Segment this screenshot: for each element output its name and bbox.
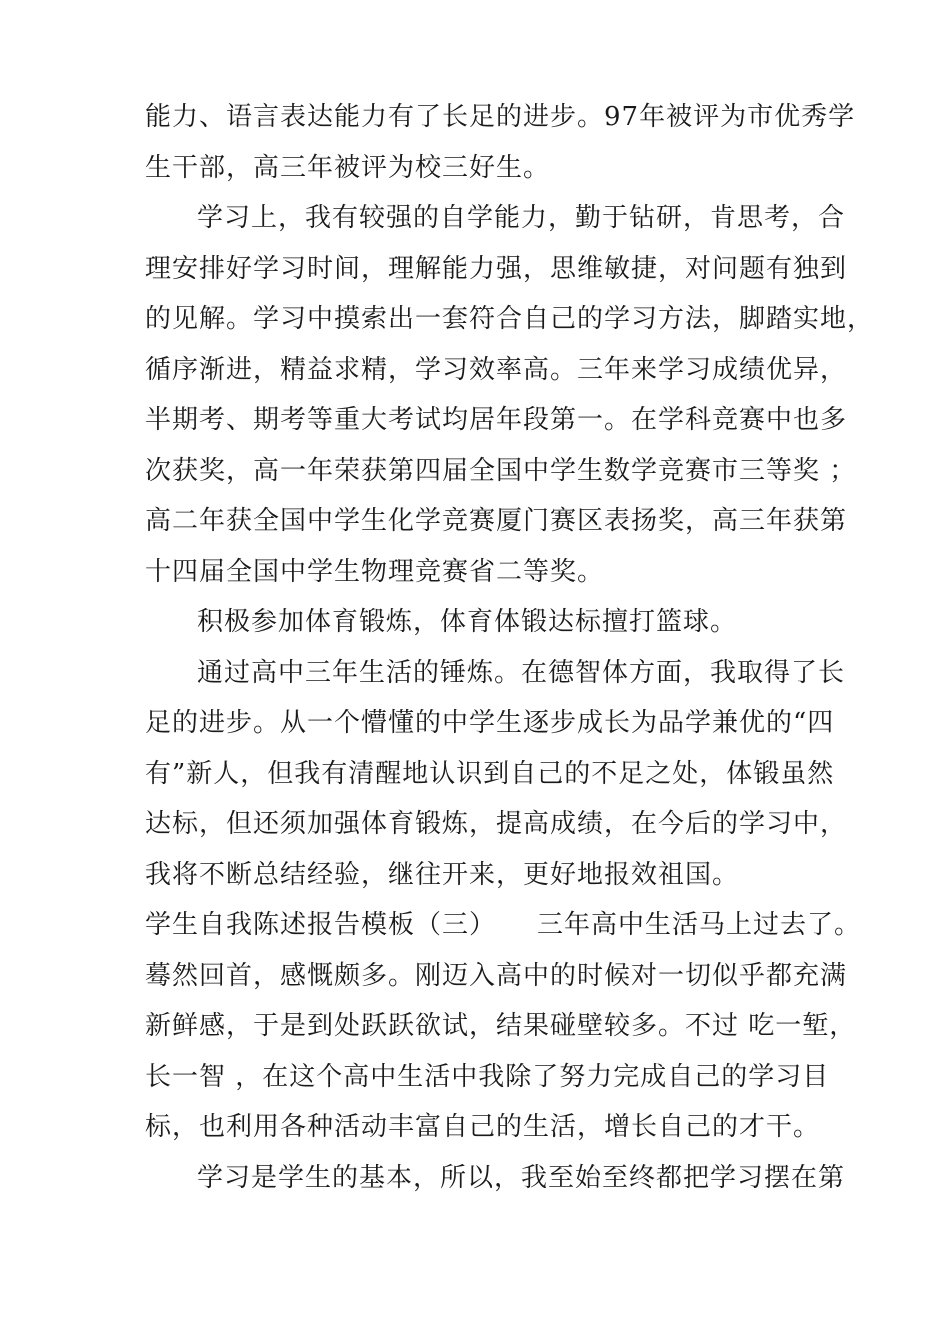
text-line: 足的进步。从一个懵懂的中学生逐步成长为品学兼优的“四 bbox=[145, 708, 835, 738]
text-line: 有”新人，但我有清醒地认识到自己的不足之处，体锻虽然 bbox=[145, 758, 835, 789]
text-line: 长一智 ，在这个高中生活中我除了努力完成自己的学习目 bbox=[145, 1061, 830, 1092]
text-line: 学习是学生的基本，所以，我至始至终都把学习摆在第 bbox=[197, 1162, 846, 1193]
text-line: 的见解。学习中摸索出一套符合自己的学习方法，脚踏实地， bbox=[145, 304, 875, 334]
text-line: 十四届全国中学生物理竞赛省二等奖。 bbox=[145, 556, 605, 587]
document-body bbox=[145, 92, 875, 1203]
text-line: 次获奖，高一年荣获第四届全国中学生数学竞赛市三等奖 ； bbox=[145, 455, 857, 486]
text-line: 达标，但还须加强体育锻炼，提高成绩，在今后的学习中， bbox=[145, 809, 848, 839]
text-line: 通过高中三年生活的锤炼。在德智体方面，我取得了长 bbox=[197, 657, 846, 688]
text-line: 我将不断总结经验，继往开来，更好地报效祖国。 bbox=[145, 859, 740, 890]
text-line: 理安排好学习时间，理解能力强，思维敏捷，对问题有独到 bbox=[145, 253, 848, 284]
text-line: 高二年获全国中学生化学竞赛厦门赛区表扬奖，高三年获第 bbox=[145, 506, 848, 536]
text-line: 循序渐进，精益求精，学习效率高。三年来学习成绩优异， bbox=[145, 354, 848, 385]
text-line: 能力、语言表达能力有了长足的进步。97年被评为市优秀学 bbox=[145, 102, 856, 132]
text-line: 积极参加体育锻炼，体育体锻达标擅打篮球。 bbox=[197, 607, 738, 637]
text-line: 生干部，高三年被评为校三好生。 bbox=[145, 152, 551, 183]
text-line: 标，也利用各种活动丰富自己的生活，增长自己的才干。 bbox=[145, 1112, 821, 1142]
text-line: 半期考、期考等重大考试均居年段第一。在学科竞赛中也多 bbox=[145, 405, 848, 435]
text-line: 学生自我陈述报告模板（三） 三年高中生活马上过去了。 bbox=[145, 910, 862, 940]
text-line: 蓦然回首，感慨颇多。刚迈入高中的时候对一切似乎都充满 bbox=[145, 960, 848, 991]
text-line: 新鲜感，于是到处跃跃欲试，结果碰壁较多。不过 吃一堑， bbox=[145, 1011, 857, 1041]
text-line: 学习上，我有较强的自学能力，勤于钻研，肯思考，合 bbox=[197, 203, 846, 233]
